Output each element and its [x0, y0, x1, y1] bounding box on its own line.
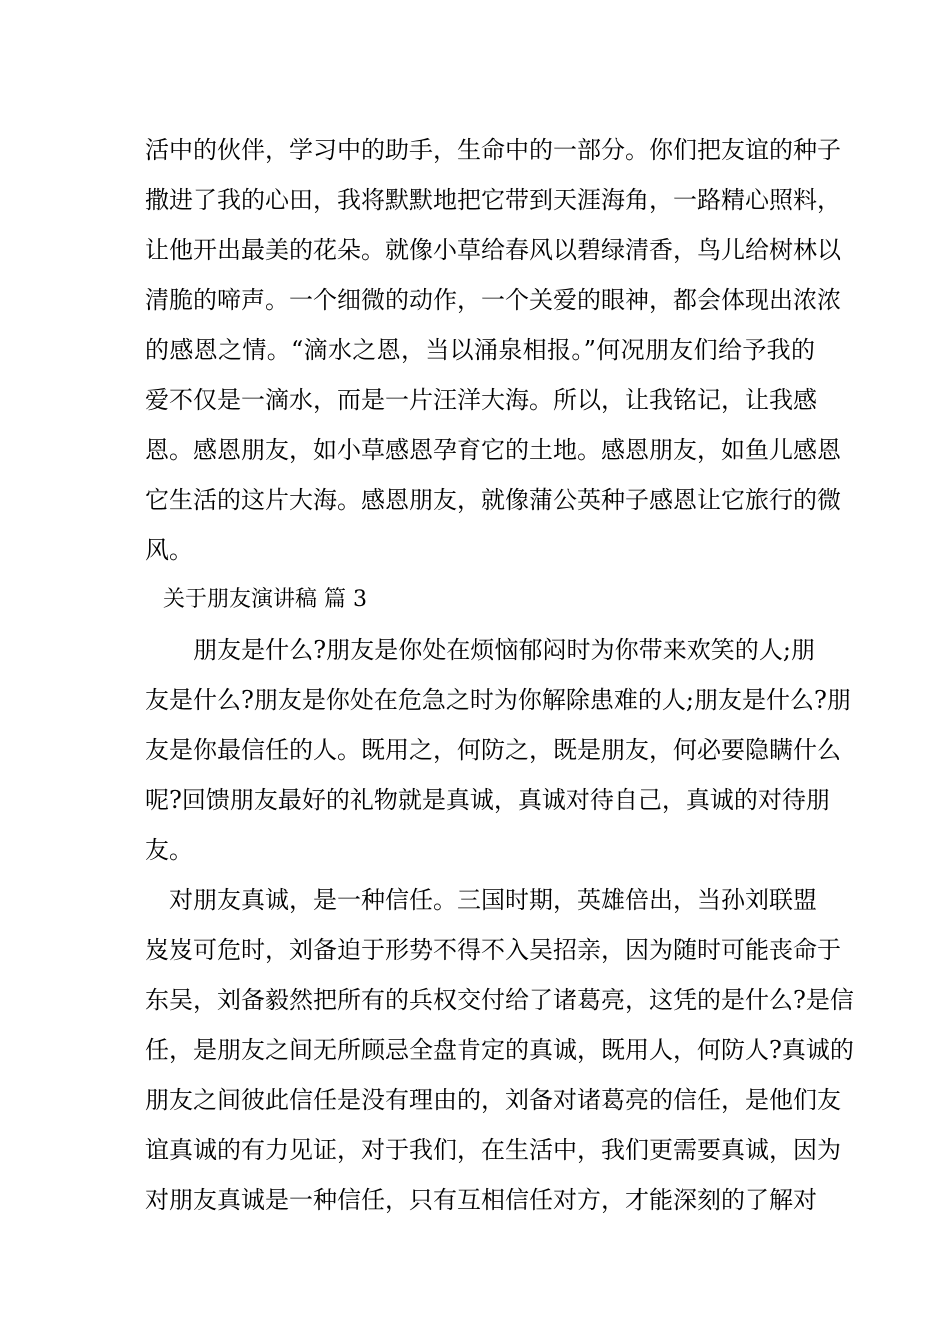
- text-line: 谊真诚的有力见证，对于我们，在生活中，我们更需要真诚，因为: [145, 1136, 841, 1164]
- text-line: 撒进了我的心田，我将默默地把它带到天涯海角，一路精心照料，: [145, 186, 841, 214]
- text-line: 友是什么?朋友是你处在危急之时为你解除患难的人;朋友是什么?朋: [145, 686, 851, 714]
- text-line: 活中的伙伴，学习中的助手，生命中的一部分。你们把友谊的种子: [145, 136, 841, 164]
- text-line: 风。: [145, 536, 193, 564]
- text-line: 任，是朋友之间无所顾忌全盘肯定的真诚，既用人，何防人?真诚的: [145, 1036, 854, 1064]
- text-line: 清脆的啼声。一个细微的动作，一个关爱的眼神，都会体现出浓浓: [145, 286, 841, 314]
- text-line: 对朋友真诚是一种信任，只有互相信任对方，才能深刻的了解对: [145, 1186, 817, 1214]
- section-heading: 关于朋友演讲稿 篇 3: [163, 587, 367, 612]
- text-line: 它生活的这片大海。感恩朋友，就像蒲公英种子感恩让它旅行的微: [145, 486, 841, 514]
- text-line: 对朋友真诚，是一种信任。三国时期，英雄倍出，当孙刘联盟: [145, 886, 817, 914]
- text-line: 朋友之间彼此信任是没有理由的，刘备对诸葛亮的信任，是他们友: [145, 1086, 841, 1114]
- text-line: 友是你最信任的人。既用之，何防之，既是朋友，何必要隐瞒什么: [145, 736, 841, 764]
- text-line: 让他开出最美的花朵。就像小草给春风以碧绿清香，鸟儿给树林以: [145, 236, 841, 264]
- text-line: 友。: [145, 836, 193, 864]
- text-line: 的感恩之情。“滴水之恩，当以涌泉相报。”何况朋友们给予我的: [145, 336, 815, 364]
- text-line: 爱不仅是一滴水，而是一片汪洋大海。所以，让我铭记，让我感: [145, 386, 817, 414]
- text-line: 恩。感恩朋友，如小草感恩孕育它的土地。感恩朋友，如鱼儿感恩: [145, 436, 841, 464]
- text-line: 呢?回馈朋友最好的礼物就是真诚，真诚对待自己，真诚的对待朋: [145, 786, 830, 814]
- text-line: 岌岌可危时，刘备迫于形势不得不入吴招亲，因为随时可能丧命于: [145, 936, 841, 964]
- text-line: 东吴，刘备毅然把所有的兵权交付给了诸葛亮，这凭的是什么?是信: [145, 986, 854, 1014]
- text-line: 朋友是什么?朋友是你处在烦恼郁闷时为你带来欢笑的人;朋: [145, 636, 815, 664]
